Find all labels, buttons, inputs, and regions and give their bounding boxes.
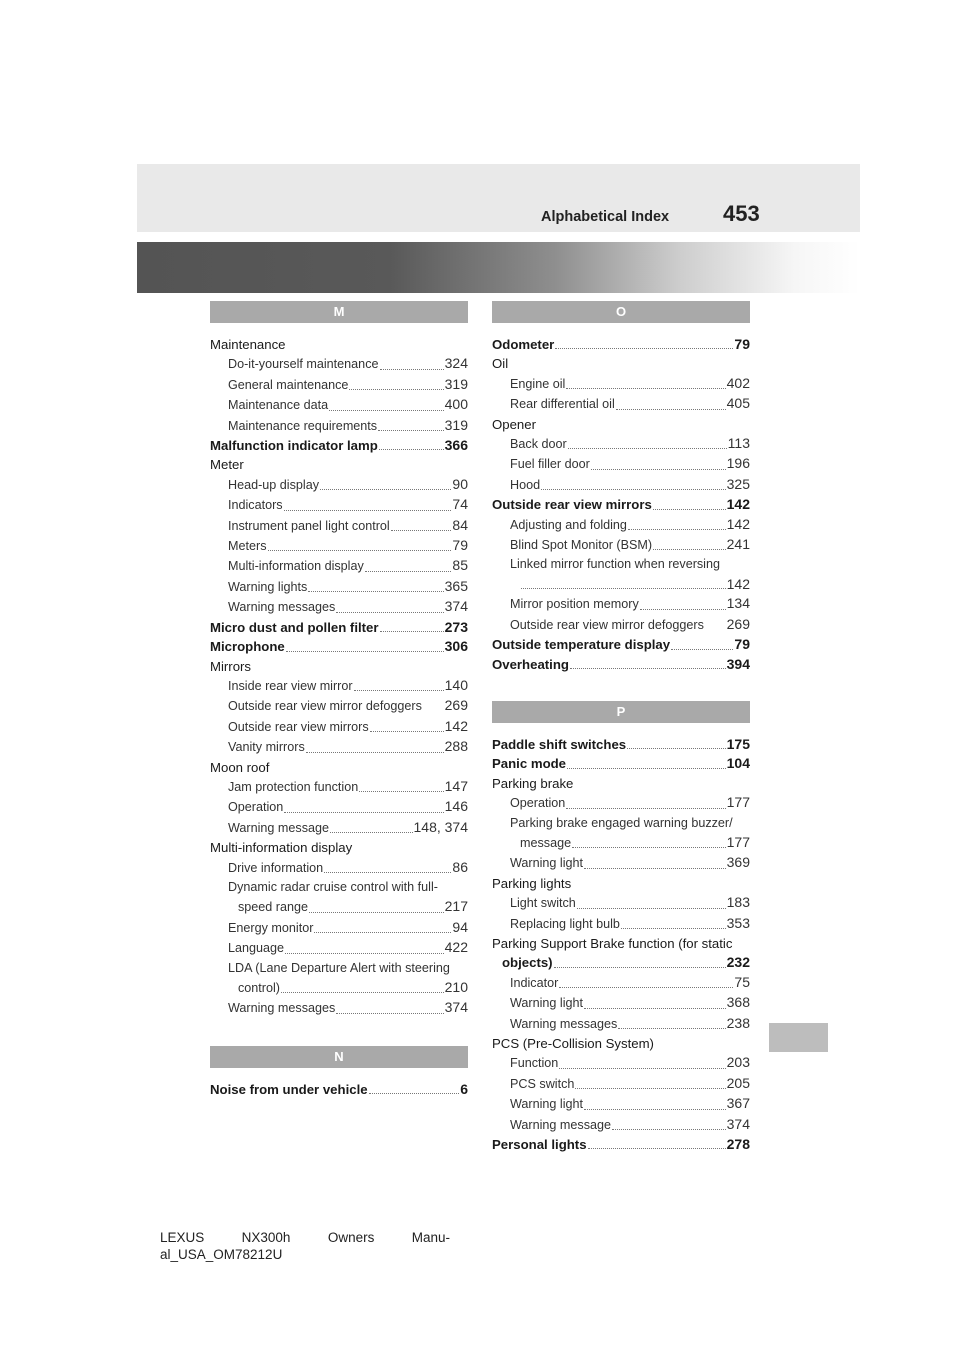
- entry-page-ref: 238: [726, 1014, 750, 1031]
- entry-page-ref: 113: [727, 435, 750, 452]
- index-entry: [492, 953, 750, 972]
- index-entry: [210, 335, 468, 354]
- page-number: 453: [723, 201, 760, 226]
- index-entry: [210, 838, 468, 857]
- entry-page-ref: 273: [444, 618, 468, 635]
- dot-leader: [281, 991, 444, 993]
- dot-leader: [359, 790, 443, 792]
- dot-leader: [618, 1027, 725, 1029]
- entry-page-ref: 278: [726, 1136, 750, 1153]
- dot-leader: [380, 630, 444, 632]
- index-entry: [492, 454, 750, 474]
- entry-label: Warning message: [228, 820, 330, 835]
- section-header-o: O: [492, 301, 750, 323]
- entry-page-ref: 269: [444, 697, 468, 714]
- entry-page-ref: 306: [444, 638, 468, 655]
- index-entry: [492, 1094, 750, 1114]
- dot-leader: [653, 548, 726, 550]
- entry-label: Maintenance: [210, 337, 286, 352]
- entry-label: Panic mode: [492, 756, 567, 772]
- entry-label: Hood: [510, 477, 541, 492]
- entry-label: Personal lights: [492, 1137, 587, 1153]
- index-entry: [210, 354, 468, 374]
- entry-page-ref: 325: [726, 475, 750, 492]
- footer-word: NX300h: [241, 1230, 291, 1245]
- index-entry: [210, 676, 468, 696]
- dot-leader: [627, 747, 726, 749]
- entry-page-ref: 134: [726, 595, 750, 612]
- dot-leader: [559, 986, 733, 988]
- entry-page-ref: 75: [734, 973, 750, 990]
- entry-page-ref: 366: [444, 437, 468, 454]
- entry-label: Maintenance requirements: [228, 418, 378, 433]
- entry-page-ref: 177: [726, 833, 750, 850]
- entry-page-ref: 142: [726, 515, 750, 532]
- entry-label: Odometer: [492, 337, 555, 352]
- entry-label: Warning message: [510, 1117, 612, 1132]
- index-entry: [492, 535, 750, 555]
- index-column-right: [492, 301, 750, 1154]
- entry-page-ref: 74: [452, 496, 468, 513]
- entry-label: Rear differential oil: [510, 397, 615, 412]
- index-entry: [210, 797, 468, 817]
- index-entry: [492, 594, 750, 614]
- dot-leader: [369, 1092, 460, 1094]
- dot-leader: [640, 608, 726, 610]
- entry-label: Parking lights: [492, 875, 572, 891]
- dot-leader: [308, 590, 443, 592]
- dot-leader: [566, 807, 725, 809]
- index-entry: [210, 597, 468, 617]
- index-entry: [210, 878, 468, 897]
- page-title: Alphabetical Index: [541, 209, 670, 225]
- dot-leader: [329, 409, 444, 411]
- index-entry: [492, 575, 750, 594]
- index-entry: [210, 777, 468, 797]
- index-entry: [210, 696, 468, 716]
- entry-page-ref: 319: [444, 375, 468, 392]
- entry-page-ref: 79: [734, 336, 750, 352]
- dot-leader: [570, 667, 726, 669]
- entry-label: PCS switch: [510, 1076, 575, 1091]
- entry-page-ref: 79: [734, 636, 750, 653]
- entry-label: Indicators: [228, 498, 283, 513]
- entry-label: Multi-information display: [210, 840, 353, 856]
- entry-label: LDA (Lane Departure Alert with steering: [228, 960, 450, 975]
- entry-label: Outside rear view mirror defoggers: [228, 699, 422, 714]
- index-entry: [492, 1074, 750, 1094]
- entry-page-ref: 175: [726, 735, 750, 752]
- entry-label: Operation: [510, 796, 566, 811]
- index-entry: [210, 978, 468, 998]
- entry-label: Operation: [228, 800, 284, 815]
- index-entry: [210, 536, 468, 556]
- entry-label: Paddle shift switches: [492, 736, 627, 752]
- entry-label: Adjusting and folding: [510, 517, 627, 532]
- entry-label: Head-up display: [228, 477, 320, 492]
- footer: [160, 1229, 450, 1263]
- entry-page-ref: 365: [444, 577, 468, 594]
- entry-label: Warning light: [510, 856, 584, 871]
- entry-label: Warning lights: [228, 579, 308, 594]
- index-entry: [210, 455, 468, 474]
- entry-label: Malfunction indicator lamp: [210, 438, 378, 454]
- dot-leader: [365, 570, 452, 572]
- index-entry: [492, 335, 750, 354]
- footer-doc-code: al_USA_OM78212U: [160, 1247, 283, 1262]
- index-entry: [210, 897, 468, 917]
- entry-label: Micro dust and pollen filter: [210, 619, 379, 635]
- entry-label: Drive information: [228, 860, 324, 875]
- index-entry: [492, 1034, 750, 1053]
- entry-label: Warning messages: [510, 1016, 618, 1031]
- index-entry: [210, 858, 468, 878]
- index-entry: [492, 893, 750, 913]
- entry-label: Opener: [492, 416, 536, 432]
- entry-page-ref: 79: [452, 537, 468, 554]
- entry-label: Outside temperature display: [492, 637, 671, 653]
- entry-page-ref: 353: [726, 914, 750, 931]
- entry-label: Overheating: [492, 656, 569, 672]
- index-entry: [492, 973, 750, 993]
- dot-leader: [628, 528, 726, 530]
- entry-label: Back door: [510, 437, 567, 452]
- section-header-m: M: [210, 301, 468, 323]
- section-header-p: P: [492, 701, 750, 723]
- entry-label: message: [520, 835, 572, 850]
- decorative-gradient-band: [137, 242, 860, 293]
- dot-leader: [555, 347, 733, 349]
- entry-label: General maintenance: [228, 377, 349, 392]
- dot-leader: [336, 611, 443, 613]
- footer-word: Manu-: [411, 1230, 450, 1245]
- entry-page-ref: 405: [726, 395, 750, 412]
- dot-leader: [566, 387, 725, 389]
- index-entry: [492, 1135, 750, 1154]
- entry-label: Vanity mirrors: [228, 740, 305, 755]
- index-entry: [492, 555, 750, 574]
- entry-page-ref: 203: [726, 1054, 750, 1071]
- entry-page-ref: 142: [726, 575, 750, 592]
- dot-leader: [621, 927, 726, 929]
- entry-label: Warning light: [510, 1097, 584, 1112]
- index-entry: [492, 475, 750, 495]
- index-entry: [210, 918, 468, 938]
- index-entry: [492, 793, 750, 813]
- entry-page-ref: 142: [444, 717, 468, 734]
- entry-label: Language: [228, 941, 285, 956]
- entry-label: Maintenance data: [228, 398, 329, 413]
- index-entry: [210, 1080, 468, 1099]
- entry-page-ref: 269: [726, 615, 750, 632]
- dot-leader: [378, 429, 444, 431]
- index-entry: [210, 416, 468, 436]
- dot-leader: [286, 650, 444, 652]
- entry-page-ref: 400: [444, 396, 468, 413]
- index-entry: [492, 374, 750, 394]
- index-entry: [210, 577, 468, 597]
- entry-page-ref: 217: [444, 898, 468, 915]
- index-entry: [210, 717, 468, 737]
- dot-leader: [588, 1147, 726, 1149]
- index-entry-list: [492, 335, 750, 674]
- dot-leader: [309, 911, 444, 913]
- entry-page-ref: 104: [726, 755, 750, 772]
- index-entry: [210, 637, 468, 656]
- index-entry: [492, 993, 750, 1013]
- entry-label: Parking Support Brake function (for static: [492, 935, 733, 951]
- entry-label: Instrument panel light control: [228, 518, 390, 533]
- entry-page-ref: 374: [444, 999, 468, 1016]
- dot-leader: [391, 529, 452, 531]
- dot-leader: [285, 952, 444, 954]
- entry-label: speed range: [238, 900, 309, 915]
- dot-leader: [354, 689, 444, 691]
- dot-leader: [559, 1067, 725, 1069]
- entry-page-ref: 140: [444, 676, 468, 693]
- entry-label: Blind Spot Monitor (BSM): [510, 538, 653, 553]
- entry-label: PCS (Pre-Collision System): [492, 1036, 654, 1051]
- index-entry: [492, 635, 750, 654]
- entry-label: Moon roof: [210, 759, 270, 775]
- entry-page-ref: 85: [452, 557, 468, 574]
- dot-leader: [314, 931, 451, 933]
- entry-page-ref: 402: [726, 374, 750, 391]
- index-entry: [210, 758, 468, 777]
- index-entry: [210, 959, 468, 978]
- dot-leader: [567, 767, 726, 769]
- entry-page-ref: 84: [452, 516, 468, 533]
- entry-label: Dynamic radar cruise control with full-: [228, 879, 438, 894]
- dot-leader: [591, 468, 726, 470]
- entry-label: Parking brake: [492, 775, 574, 791]
- entry-page-ref: 374: [726, 1115, 750, 1132]
- dot-leader: [568, 447, 727, 449]
- index-entry: [492, 1053, 750, 1073]
- dot-leader: [572, 846, 726, 848]
- entry-page-ref: 183: [726, 894, 750, 911]
- footer-word: Owners: [327, 1230, 375, 1245]
- dot-leader: [575, 1087, 725, 1089]
- dot-leader: [584, 867, 726, 869]
- entry-label: Linked mirror function when reversing: [510, 557, 720, 572]
- dot-leader: [268, 549, 452, 551]
- dot-leader: [577, 907, 726, 909]
- index-entry: [210, 395, 468, 415]
- index-entry: [492, 655, 750, 674]
- entry-page-ref: 210: [444, 979, 468, 995]
- entry-label: Function: [510, 1056, 559, 1071]
- dot-leader: [336, 1012, 443, 1014]
- entry-page-ref: 374: [444, 598, 468, 615]
- chapter-tab: [769, 1023, 828, 1052]
- dot-leader: [584, 1007, 726, 1009]
- index-entry: [210, 618, 468, 637]
- entry-label: Jam protection function: [228, 779, 359, 794]
- entry-page-ref: 205: [726, 1074, 750, 1091]
- section-header-n: N: [210, 1046, 468, 1068]
- dot-leader: [584, 1108, 726, 1110]
- dot-leader: [612, 1128, 726, 1130]
- index-entry: [492, 874, 750, 893]
- entry-label: Meters: [228, 539, 267, 554]
- entry-page-ref: 147: [444, 777, 468, 794]
- dot-leader: [653, 508, 726, 510]
- dot-leader: [671, 648, 733, 650]
- entry-page-ref: 90: [452, 475, 468, 492]
- entry-page-ref: 142: [726, 496, 750, 513]
- index-entry: [492, 754, 750, 773]
- index-entry: [492, 354, 750, 373]
- dot-leader: [370, 730, 444, 732]
- entry-page-ref: 367: [726, 1095, 750, 1112]
- index-entry: [210, 516, 468, 536]
- index-entry: [492, 495, 750, 514]
- section-spacer: [492, 674, 750, 701]
- entry-label: Oil: [492, 356, 509, 372]
- index-entry: [492, 1014, 750, 1034]
- index-entry: [492, 814, 750, 833]
- entry-page-ref: 368: [726, 994, 750, 1011]
- entry-label: Microphone: [210, 639, 285, 655]
- entry-label: Fuel filler door: [510, 457, 590, 472]
- index-entry: [492, 853, 750, 873]
- entry-label: Mirrors: [210, 658, 252, 674]
- index-entry: [210, 657, 468, 676]
- dot-leader: [284, 811, 443, 813]
- entry-page-ref: 86: [452, 858, 468, 875]
- index-entry: [492, 415, 750, 434]
- entry-page-ref: 288: [444, 738, 468, 755]
- entry-label: Noise from under vehicle: [210, 1081, 368, 1097]
- dot-leader: [349, 388, 443, 390]
- index-entry: [492, 934, 750, 953]
- entry-label: control): [238, 981, 280, 995]
- index-entry: [210, 495, 468, 515]
- entry-label: Inside rear view mirror: [228, 678, 353, 693]
- index-entry: [492, 735, 750, 754]
- dot-leader: [284, 509, 452, 511]
- index-entry-list: [210, 1080, 468, 1099]
- index-entry: [210, 436, 468, 455]
- entry-page-ref: 394: [726, 655, 750, 672]
- entry-page-ref: 148, 374: [413, 818, 468, 835]
- index-entry: [210, 737, 468, 757]
- index-entry: [492, 615, 750, 635]
- index-entry: [210, 818, 468, 838]
- entry-label: Warning messages: [228, 600, 336, 615]
- dot-leader: [541, 488, 726, 490]
- entry-label: Light switch: [510, 896, 576, 911]
- entry-label: Multi-information display: [228, 559, 364, 574]
- index-entry: [492, 914, 750, 934]
- entry-page-ref: 324: [444, 355, 468, 372]
- index-entry: [210, 475, 468, 495]
- dot-leader: [330, 831, 412, 833]
- index-entry: [492, 394, 750, 414]
- entry-page-ref: 241: [726, 536, 750, 553]
- entry-page-ref: 177: [726, 794, 750, 811]
- index-entry: [492, 434, 750, 454]
- section-spacer: [210, 1019, 468, 1046]
- entry-label: Meter: [210, 457, 244, 473]
- dot-leader: [521, 587, 726, 589]
- entry-page-ref: 146: [444, 798, 468, 815]
- dot-leader: [616, 408, 726, 410]
- index-entry: [492, 833, 750, 853]
- entry-page-ref: 94: [452, 918, 468, 935]
- entry-label: Parking brake engaged warning buzzer/: [510, 815, 733, 830]
- index-entry: [210, 375, 468, 395]
- index-column-left: [210, 301, 468, 1099]
- dot-leader: [320, 488, 451, 490]
- index-entry-list: [210, 335, 468, 1019]
- entry-page-ref: 369: [726, 854, 750, 871]
- index-entry: [210, 938, 468, 958]
- entry-label: Energy monitor: [228, 920, 314, 935]
- entry-label: Outside rear view mirrors: [228, 719, 369, 734]
- entry-label: Mirror position memory: [510, 597, 639, 612]
- entry-label: Outside rear view mirror defoggers: [510, 617, 704, 632]
- index-entry: [492, 774, 750, 793]
- entry-label: Outside rear view mirrors: [492, 497, 652, 513]
- entry-label: Engine oil: [510, 376, 566, 391]
- entry-page-ref: 232: [726, 954, 750, 971]
- index-entry: [210, 556, 468, 576]
- entry-label: Warning light: [510, 996, 584, 1011]
- entry-page-ref: 196: [726, 455, 750, 472]
- entry-label: objects): [502, 955, 553, 971]
- index-entry: [492, 515, 750, 535]
- dot-leader: [379, 448, 444, 450]
- index-entry: [210, 998, 468, 1018]
- entry-label: Indicator: [510, 975, 559, 990]
- dot-leader: [380, 368, 444, 370]
- index-entry: [492, 1115, 750, 1135]
- footer-word: LEXUS: [160, 1230, 205, 1245]
- entry-page-ref: 319: [444, 416, 468, 433]
- dot-leader: [324, 871, 451, 873]
- entry-page-ref: 422: [444, 939, 468, 956]
- entry-label: Do-it-yourself maintenance: [228, 357, 379, 372]
- entry-label: Warning messages: [228, 1001, 336, 1016]
- entry-page-ref: 6: [460, 1080, 468, 1097]
- dot-leader: [306, 751, 444, 753]
- dot-leader: [554, 966, 726, 968]
- index-entry-list: [492, 735, 750, 1155]
- entry-label: Replacing light bulb: [510, 916, 620, 931]
